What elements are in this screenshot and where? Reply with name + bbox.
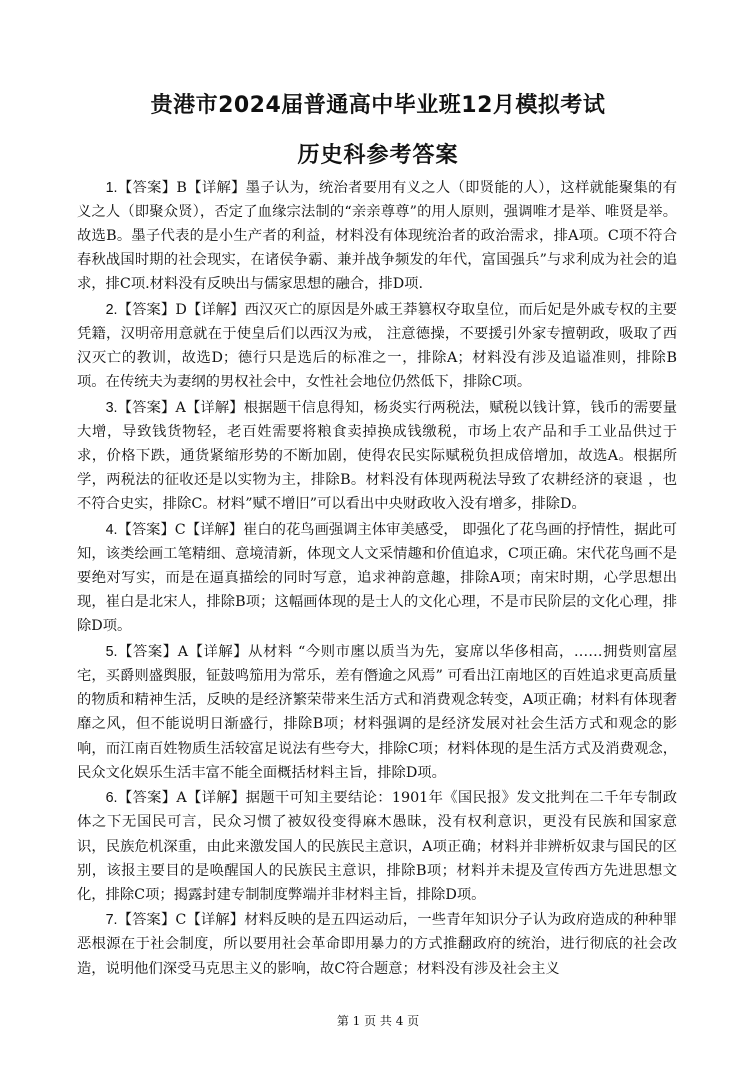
answer-text: 【答案】C【详解】材料反映的是五四运动后，一些青年知识分子认为政府造成的种种罪恶根源在于社会制度，所以要用社会革命即用暴力的方式推翻政府的统治，进行彻底的社会改造，说明他们深受马克思主义的影响，故C符合题意；材料没有涉及社会主义 — [77, 912, 677, 977]
answers-body — [77, 176, 677, 982]
answer-number: 2. — [105, 302, 118, 319]
answer-number: 7. — [105, 912, 118, 929]
answer-number: 6. — [105, 790, 118, 807]
answer-number: 4. — [105, 522, 118, 539]
answer-number: 1. — [105, 180, 118, 196]
answer-text: 【答案】B【详解】墨子认为，统治者要用有义之人（即贤能的人），这样就能聚集的有义之人（即聚众贤），否定了血缘宗法制的“亲亲尊尊”的用人原则，强调唯才是举、唯贤是举。故选B。墨子代表的是小生产者的利益，材料没有体现统治者的政治需求，排A项。C项不符合春秋战国时期的社会现实，在诸侯争霸、兼并战争频发的年代，富国强兵”与求利成为社会的追求，排C项.材料没有反映出与儒家思想的融合，排D项. — [77, 180, 677, 293]
answer-item-1 — [77, 176, 677, 296]
answer-item-3 — [77, 396, 677, 516]
answer-text: 【答案】C【详解】崔白的花鸟画强调主体审美感受， 即强化了花鸟画的抒情性，据此可知，该类绘画工笔精细、意境清新，体现文人文采情趣和价值追求，C项正确。宋代花鸟画不是要绝对写实，而是在逼真描绘的同时写意，追求神韵意趣，排除A项；南宋时期，心学思想出现，崔白是北宋人，排除B项；这幅画体现的是士人的文化心理，不是市民阶层的文化心理，排除D项。 — [77, 522, 677, 635]
answer-item-5 — [77, 640, 677, 785]
answer-text: 【答案】A【详解】根据题干信息得知，杨炎实行两税法，赋税以钱计算，钱币的需要量大增，导致钱货物轻，老百姓需要将粮食卖掉换成钱缴税，市场上农产品和手工业品供过于求，价格下跌，通货紧缩形势的不断加剧，使得农民实际赋税负担成倍增加，故选A。根据所学，两税法的征收还是以实物为主，排除B。材料没有体现两税法导致了农耕经济的衰退 ，也不符合史实，排除C。材料”赋不增旧”可以看出中央财政收入没有增多，排除D。 — [77, 400, 677, 513]
answer-text: 【答案】D【详解】西汉灭亡的原因是外戚王莽篡权夺取皇位，而后妃是外戚专权的主要凭籍，汉明帝用意就在于使皇后们以西汉为戒， 注意德操，不要援引外家专擅朝政，吸取了西汉灭亡的教训，故选D；德行只是选后的标准之一，排除A；材料没有涉及追谥准则，排除B项。在传统夫为妻纲的男权社会中，女性社会地位仍然低下，排除C项。 — [77, 302, 677, 391]
answer-text: 【答案】A【详解】据题干可知主要结论：1901年《国民报》发文批判在二千年专制政体之下无国民可言，民众习惯了被奴役变得麻木愚昧，没有权利意识，更没有民族和国家意识，民族危机深重，由此来激发国人的民族民主意识，A项正确；材料并非辨析奴隶与国民的区别，该报主要目的是唤醒国人的民族民主意识，排除B项；材料并未提及宣传西方先进思想文化，排除C项；揭露封建专制制度弊端并非材料主旨，排除D项。 — [77, 790, 677, 903]
answer-number: 3. — [105, 400, 118, 417]
answer-number: 5. — [105, 644, 118, 661]
answer-item-4 — [77, 518, 677, 638]
document-subtitle: 历史科参考答案 — [297, 143, 459, 168]
document-title: 贵港市2024届普通高中毕业班12月模拟考试 — [150, 93, 606, 118]
answer-item-7 — [77, 908, 677, 980]
page-number-footer: 第 1 页 共 4 页 — [336, 1014, 420, 1028]
answer-text: 【答案】A【详解】从材料 “今则市廛以质当为先，宴席以华侈相高，……拥赀则富屋宅，买爵则盛舆服，钲鼓鸣笳用为常乐，差有僭逾之风焉” 可看出江南地区的百姓追求更高质量的物质和精神生活，反映的是经济繁荣带来生活方式和消费观念转变，A项正确；材料有体现奢靡之风，但不能说明日渐盛行，排除B项；材料强调的是经济发展对社会生活方式和观念的影响，而江南百姓物质生活较富足说法有些夸大，排除C项；材料体现的是生活方式及消费观念，民众文化娱乐生活丰富不能全面概括材料主旨，排除D项。 — [77, 644, 677, 781]
answer-item-2 — [77, 298, 677, 394]
answer-item-6 — [77, 786, 677, 906]
